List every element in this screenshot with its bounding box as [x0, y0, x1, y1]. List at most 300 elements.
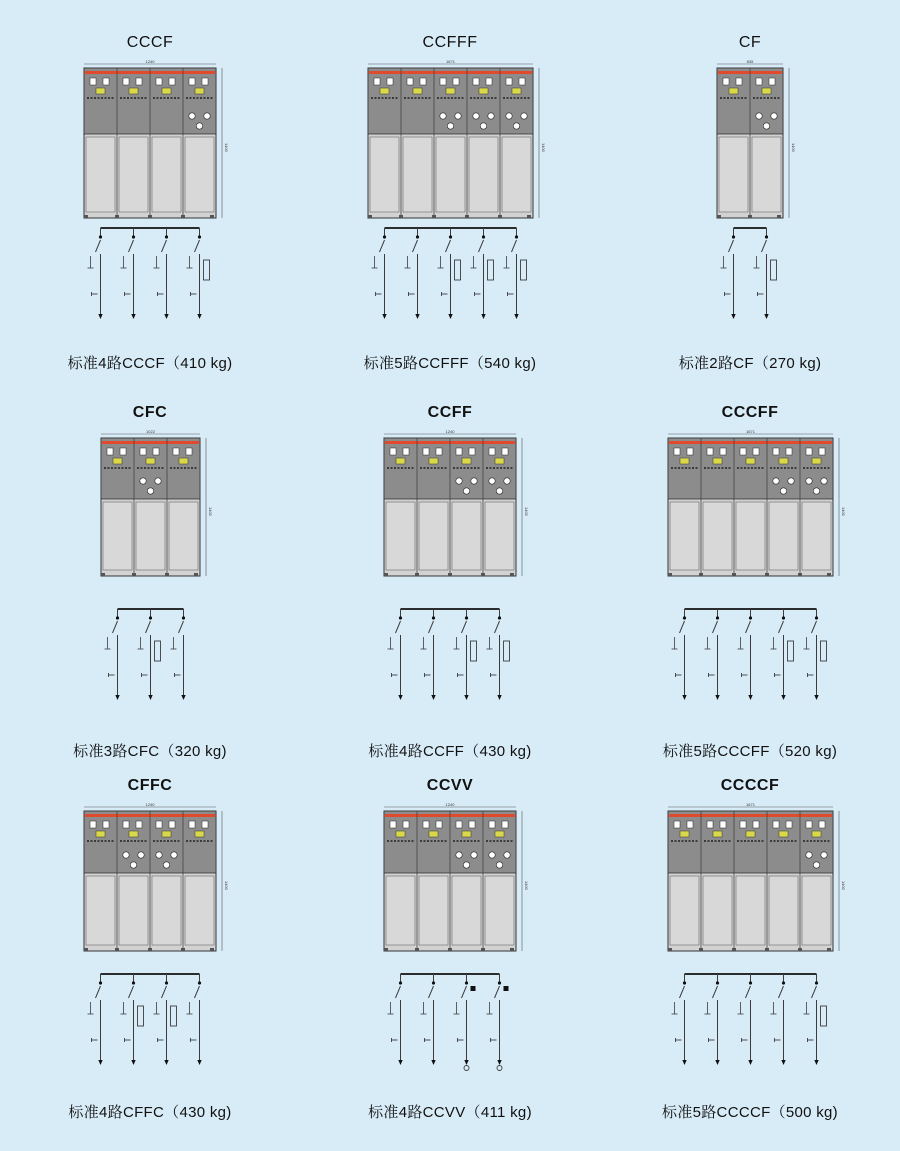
indicator-window [107, 448, 113, 455]
bus-node [99, 235, 102, 238]
base-foot [481, 573, 485, 576]
base-foot [84, 948, 88, 951]
indicator-window [173, 448, 179, 455]
switch-blade [162, 240, 167, 252]
indicator-window [786, 448, 792, 455]
base-foot [668, 948, 672, 951]
indicator-window [440, 78, 446, 85]
operating-mechanism [429, 458, 438, 464]
base-foot [498, 215, 502, 218]
base-foot [510, 948, 514, 951]
operating-mechanism [729, 88, 738, 94]
feeder-arrow [781, 695, 785, 700]
base-foot [368, 215, 372, 218]
busbar-strip [102, 441, 199, 444]
config-cell-4 [0, 380, 300, 760]
bus-node [149, 616, 152, 619]
bus-node [482, 235, 485, 238]
operating-mechanism [495, 831, 504, 837]
bus-node [749, 616, 752, 619]
bus-node [765, 235, 768, 238]
feeder-arrow [731, 314, 735, 319]
bushing [813, 488, 819, 494]
lower-door [802, 876, 831, 945]
cabinet-front-view [384, 802, 530, 959]
feeder-arrow [481, 314, 485, 319]
lower-door [136, 502, 165, 570]
base-foot [732, 573, 736, 576]
switch-blade [413, 240, 418, 252]
indicator-window [403, 821, 409, 828]
feeder-arrow [382, 314, 386, 319]
bushing [456, 852, 462, 858]
base-foot [765, 573, 769, 576]
switch-blade [462, 621, 467, 633]
indicator-window [519, 78, 525, 85]
operating-mechanism [396, 831, 405, 837]
config-cell-8 [300, 755, 600, 1151]
operating-mechanism [495, 458, 504, 464]
bushing [204, 113, 210, 119]
lower-door [152, 137, 181, 212]
indicator-window [473, 78, 479, 85]
feeder-arrow [464, 695, 468, 700]
operating-mechanism [162, 88, 171, 94]
base-foot [181, 948, 185, 951]
cabinet-front-view [84, 59, 230, 226]
feeder-arrow [514, 314, 518, 319]
lower-door [670, 876, 699, 945]
operating-mechanism [762, 88, 771, 94]
switch-blade [96, 240, 101, 252]
config-title: CCFFF [422, 34, 478, 51]
base-foot [148, 215, 152, 218]
indicator-window [456, 821, 462, 828]
side-dimension-label: 1400 [208, 507, 213, 516]
switch-blade [146, 621, 151, 633]
control-panel [668, 811, 833, 873]
config-cell-6 [600, 380, 900, 760]
feeder-arrow [98, 314, 102, 319]
indicator-window [469, 821, 475, 828]
base-foot [765, 948, 769, 951]
indicator-window [186, 448, 192, 455]
indicator-window [202, 78, 208, 85]
bushing [189, 113, 195, 119]
indicator-window [736, 78, 742, 85]
bus-node [683, 616, 686, 619]
switch-blade [729, 240, 734, 252]
base-foot [210, 215, 214, 218]
switch-blade [512, 240, 517, 252]
indicator-window [674, 821, 680, 828]
indicator-window [753, 821, 759, 828]
fuse-symbol [771, 260, 777, 280]
lower-door [703, 876, 732, 945]
operating-mechanism [146, 458, 155, 464]
lower-door [185, 876, 214, 945]
config-cell-2 [300, 0, 600, 380]
single-line-schematic [664, 603, 839, 723]
side-dimension-label: 1400 [524, 507, 529, 516]
base-foot [798, 948, 802, 951]
operating-mechanism [396, 458, 405, 464]
fuse-symbol [504, 641, 510, 661]
lower-door [403, 137, 432, 212]
config-caption: 标准4路CCFF（430 kg) [368, 743, 532, 760]
indicator-window [189, 821, 195, 828]
cabinet-front-view [384, 429, 530, 584]
indicator-window [202, 821, 208, 828]
indicator-window [687, 448, 693, 455]
switch-blade [195, 240, 200, 252]
fuse-symbol [204, 260, 210, 280]
base-foot [384, 573, 388, 576]
indicator-window [489, 821, 495, 828]
switch-blade [179, 621, 184, 633]
operating-mechanism [162, 831, 171, 837]
vt-symbol [504, 986, 509, 991]
dimension-label: 1240 [445, 802, 455, 807]
indicator-window [740, 821, 746, 828]
switch-blade [113, 621, 118, 633]
feeder-arrow [464, 1060, 468, 1065]
indicator-window [136, 821, 142, 828]
switch-blade [680, 986, 685, 998]
dimension-label: 1671 [746, 802, 755, 807]
indicator-window [720, 821, 726, 828]
bus-node [399, 981, 402, 984]
indicator-window [740, 448, 746, 455]
switch-blade [162, 986, 167, 998]
bus-node [782, 616, 785, 619]
indicator-window [486, 78, 492, 85]
bushing [756, 113, 762, 119]
bushing [480, 123, 486, 129]
indicator-window [806, 821, 812, 828]
side-dimension-label: 1400 [224, 881, 229, 890]
indicator-window [436, 448, 442, 455]
operating-mechanism [746, 831, 755, 837]
side-dimension-label: 1400 [524, 881, 529, 890]
base-foot [84, 215, 88, 218]
operating-mechanism [713, 831, 722, 837]
cabinet-front-view [101, 429, 214, 584]
bus-node [498, 981, 501, 984]
indicator-window [169, 821, 175, 828]
indicator-window [453, 78, 459, 85]
bus-node [432, 616, 435, 619]
config-cell-5 [300, 380, 600, 760]
base-foot [181, 215, 185, 218]
single-line-schematic [364, 222, 539, 342]
operating-mechanism [446, 88, 455, 94]
base-foot [699, 948, 703, 951]
config-title: CCVV [426, 777, 474, 794]
base-foot [827, 948, 831, 951]
bus-node [683, 981, 686, 984]
bus-node [198, 981, 201, 984]
bus-node [416, 235, 419, 238]
bushing [504, 852, 510, 858]
base-foot [717, 215, 721, 218]
dimension-label: 835 [746, 59, 754, 64]
lower-door [386, 502, 415, 570]
config-caption: 标准4路CCCF（410 kg) [67, 355, 233, 372]
feeder-arrow [181, 695, 185, 700]
base-foot [415, 573, 419, 576]
lower-door [703, 502, 732, 570]
dimension-label: 1671 [446, 59, 455, 64]
base-foot [165, 573, 169, 576]
switch-blade [812, 986, 817, 998]
indicator-window [403, 448, 409, 455]
indicator-window [707, 448, 713, 455]
indicator-window [423, 821, 429, 828]
fuse-symbol [788, 641, 794, 661]
bushing [196, 123, 202, 129]
indicator-window [140, 448, 146, 455]
feeder-arrow [197, 1060, 201, 1065]
fuse-symbol [471, 641, 477, 661]
config-caption: 标准4路CFFC（430 kg) [68, 1104, 232, 1121]
bus-node [198, 235, 201, 238]
bushing [471, 478, 477, 484]
switch-blade [762, 240, 767, 252]
indicator-window [806, 448, 812, 455]
feeder-arrow [814, 1060, 818, 1065]
bus-node [749, 981, 752, 984]
bushing [463, 862, 469, 868]
feeder-arrow [764, 314, 768, 319]
base-foot [827, 573, 831, 576]
dimension-label: 1671 [746, 429, 755, 434]
indicator-window [103, 821, 109, 828]
lower-door [386, 876, 415, 945]
bushing [489, 852, 495, 858]
indicator-window [153, 448, 159, 455]
lower-door [485, 502, 514, 570]
switch-blade [446, 240, 451, 252]
feeder-arrow [164, 314, 168, 319]
indicator-window [819, 448, 825, 455]
bushing [471, 852, 477, 858]
operating-mechanism [462, 458, 471, 464]
dimension-label: 1240 [145, 59, 155, 64]
indicator-window [123, 78, 129, 85]
lower-door [736, 502, 765, 570]
bus-node [182, 616, 185, 619]
switch-blade [429, 621, 434, 633]
switch-blade [462, 986, 467, 998]
indicator-window [90, 78, 96, 85]
indicator-window [156, 821, 162, 828]
indicator-window [390, 448, 396, 455]
switch-blade [495, 621, 500, 633]
base-foot [384, 948, 388, 951]
base-foot [510, 573, 514, 576]
fuse-symbol [155, 641, 161, 661]
base-foot [101, 573, 105, 576]
single-line-schematic [664, 968, 839, 1088]
base-foot [115, 948, 119, 951]
fuse-symbol [521, 260, 527, 280]
indicator-window [753, 448, 759, 455]
single-line-schematic [380, 603, 522, 723]
feeder-arrow [98, 1060, 102, 1065]
feeder-arrow [682, 695, 686, 700]
switch-blade [479, 240, 484, 252]
bushing [773, 478, 779, 484]
cabinet-front-view [717, 59, 797, 226]
feeder-arrow [398, 1060, 402, 1065]
bushing [488, 113, 494, 119]
single-line-schematic [380, 968, 522, 1088]
feeder-arrow [781, 1060, 785, 1065]
config-caption: 标准5路CCCCF（500 kg) [662, 1104, 838, 1121]
feeder-arrow [682, 1060, 686, 1065]
lower-door [802, 502, 831, 570]
vt-symbol [471, 986, 476, 991]
switch-blade [396, 986, 401, 998]
bushing [504, 478, 510, 484]
base-foot [527, 215, 531, 218]
indicator-window [407, 78, 413, 85]
cabinet-front-view [668, 429, 847, 584]
config-caption: 标准5路CCFFF（540 kg) [363, 355, 537, 372]
bushing [473, 113, 479, 119]
switch-blade [779, 621, 784, 633]
switch-blade [380, 240, 385, 252]
lower-door [185, 137, 214, 212]
feeder-arrow [448, 314, 452, 319]
bus-node [449, 235, 452, 238]
operating-mechanism [179, 458, 188, 464]
bushing [496, 862, 502, 868]
lower-door [736, 876, 765, 945]
single-line-schematic [97, 603, 206, 723]
bus-node [399, 616, 402, 619]
bushing [788, 478, 794, 484]
feeder-arrow [431, 695, 435, 700]
lower-door [769, 502, 798, 570]
indicator-window [674, 448, 680, 455]
bus-node [116, 616, 119, 619]
config-caption: 标准3路CFC（320 kg) [73, 743, 227, 760]
feeder-arrow [131, 314, 135, 319]
switch-blade [713, 986, 718, 998]
feeder-arrow [497, 695, 501, 700]
bushing [463, 488, 469, 494]
config-title: CCCCF [720, 777, 780, 794]
lower-door [452, 876, 481, 945]
bushing [123, 852, 129, 858]
fuse-symbol [821, 1006, 827, 1026]
operating-mechanism [195, 88, 204, 94]
base-foot [194, 573, 198, 576]
switch-blade [812, 621, 817, 633]
switch-blade [680, 621, 685, 633]
feeder-arrow [715, 695, 719, 700]
base-foot [777, 215, 781, 218]
base-foot [148, 948, 152, 951]
indicator-window [169, 78, 175, 85]
config-cell-3 [600, 0, 900, 380]
lower-door [152, 876, 181, 945]
bushing [806, 478, 812, 484]
base-foot [115, 215, 119, 218]
bushing [506, 113, 512, 119]
lower-door [502, 137, 531, 212]
fuse-symbol [171, 1006, 177, 1026]
feeder-arrow [748, 695, 752, 700]
bus-node [782, 981, 785, 984]
single-line-schematic [80, 968, 222, 1088]
indicator-window [156, 78, 162, 85]
lower-door [485, 876, 514, 945]
indicator-window [723, 78, 729, 85]
bus-node [165, 981, 168, 984]
indicator-window [707, 821, 713, 828]
config-caption: 标准2路CF（270 kg) [678, 355, 822, 372]
operating-mechanism [129, 831, 138, 837]
operating-mechanism [429, 831, 438, 837]
single-line-schematic [80, 222, 222, 342]
cabinet-front-view [668, 802, 847, 959]
bus-node [465, 616, 468, 619]
lower-door [769, 876, 798, 945]
bus-node [165, 235, 168, 238]
operating-mechanism [812, 458, 821, 464]
indicator-window [420, 78, 426, 85]
switch-blade [129, 240, 134, 252]
bus-node [716, 616, 719, 619]
indicator-window [769, 78, 775, 85]
lower-door [419, 876, 448, 945]
switch-blade [429, 986, 434, 998]
operating-mechanism [812, 831, 821, 837]
base-foot [668, 573, 672, 576]
busbar-strip [669, 814, 832, 817]
bus-node [498, 616, 501, 619]
bushing [138, 852, 144, 858]
feeder-arrow [715, 1060, 719, 1065]
side-dimension-label: 1400 [791, 143, 796, 152]
bushing [763, 123, 769, 129]
bushing [780, 488, 786, 494]
bus-node [132, 981, 135, 984]
bus-node [99, 981, 102, 984]
base-foot [732, 948, 736, 951]
lower-door [452, 502, 481, 570]
indicator-window [387, 78, 393, 85]
bus-node [716, 981, 719, 984]
fuse-symbol [488, 260, 494, 280]
lower-door [719, 137, 748, 212]
dimension-label: 1240 [145, 802, 155, 807]
operating-mechanism [113, 458, 122, 464]
switch-blade [129, 986, 134, 998]
switch-blade [96, 986, 101, 998]
base-foot [798, 573, 802, 576]
operating-mechanism [462, 831, 471, 837]
indicator-window [687, 821, 693, 828]
operating-mechanism [96, 831, 105, 837]
config-cell-9 [600, 755, 900, 1151]
indicator-window [489, 448, 495, 455]
operating-mechanism [380, 88, 389, 94]
lower-door [86, 137, 115, 212]
